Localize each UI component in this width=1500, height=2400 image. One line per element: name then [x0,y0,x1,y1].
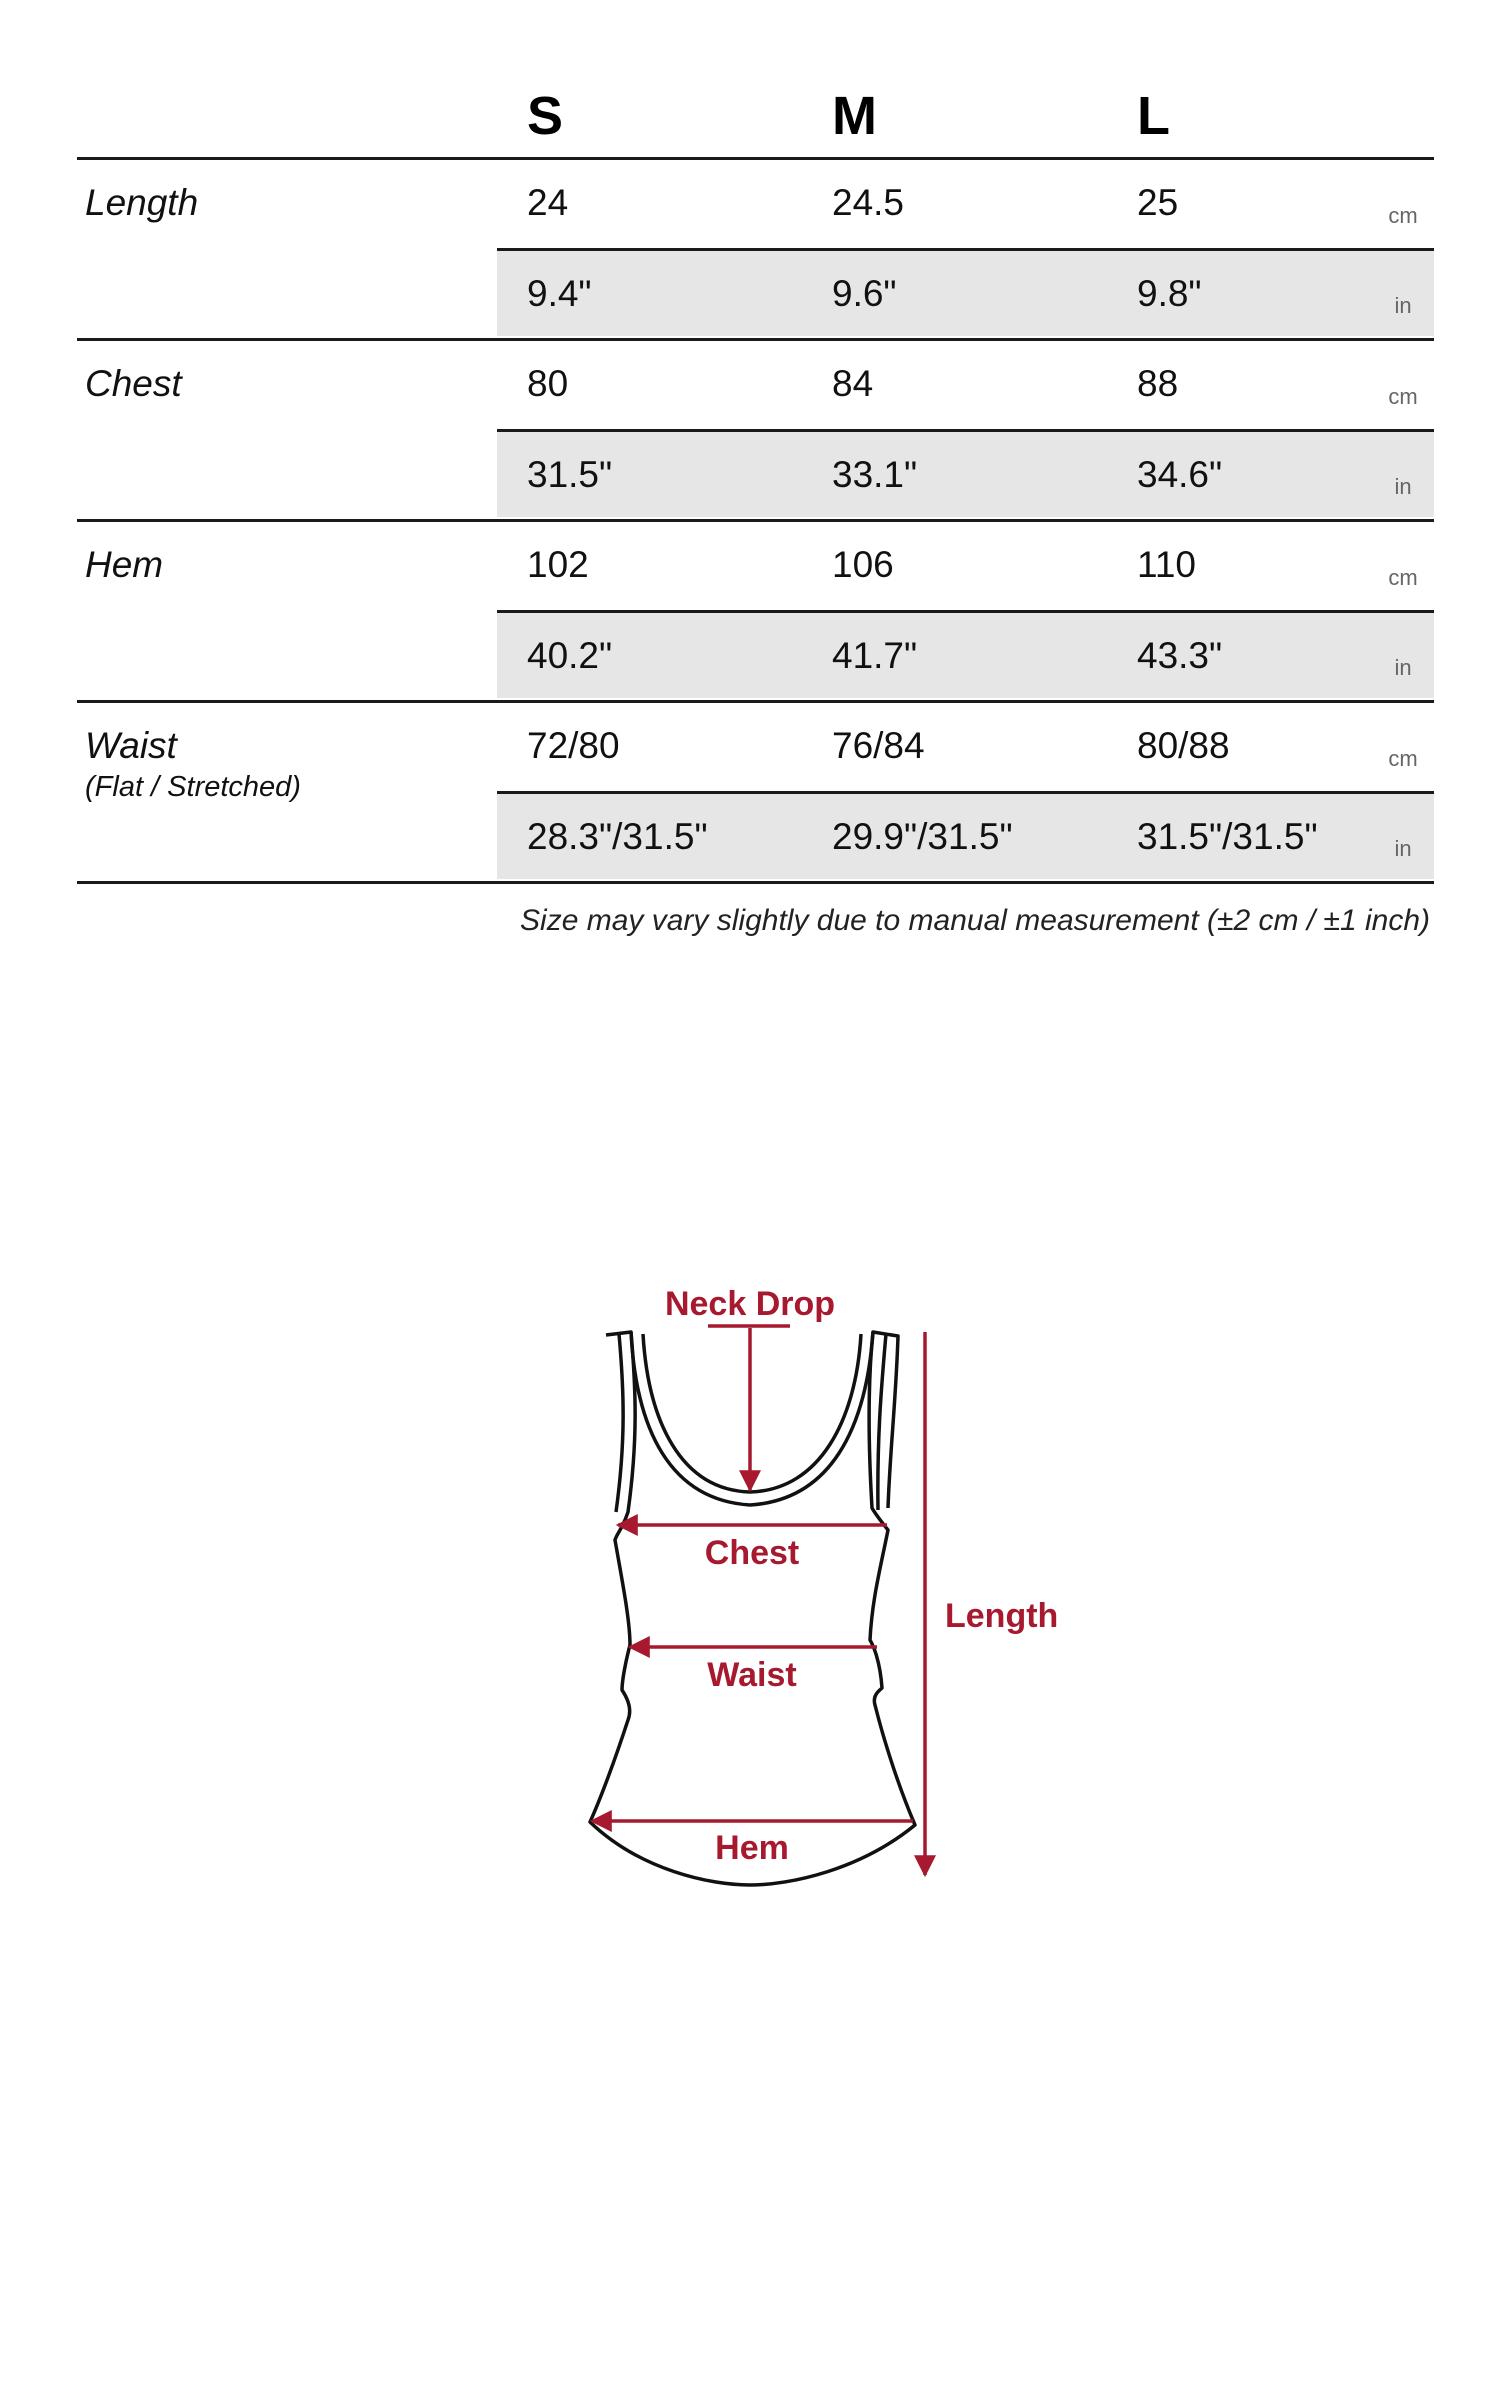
hem-in-m: 41.7" [832,635,918,676]
table-rule [77,700,1434,703]
table-rule [77,881,1434,884]
waist-in-s: 28.3"/31.5" [527,816,708,857]
row-label-length: Length [85,182,199,223]
neck-drop-label: Neck Drop [664,1285,836,1323]
row-shade [497,613,1434,698]
row-label-chest: Chest [85,363,182,404]
unit-in: in [1394,836,1412,861]
hem-cm-s: 102 [527,544,589,585]
hem-in-s: 40.2" [527,635,613,676]
table-subrule [497,429,1434,432]
chest-label: Chest [704,1534,800,1572]
chest-in-m: 33.1" [832,454,918,495]
chest-in-s: 31.5" [527,454,613,495]
chest-in-l: 34.6" [1137,454,1223,495]
chest-cm-m: 84 [832,363,874,404]
waist-cm-m: 76/84 [832,725,925,766]
length-cm-s: 24 [527,182,569,223]
length-label: Length [945,1597,1059,1635]
unit-in: in [1394,474,1412,499]
row-sublabel-waist: (Flat / Stretched) [85,771,301,803]
length-cm-m: 24.5 [832,182,905,223]
row-label-waist: Waist [85,725,177,766]
hem-cm-m: 106 [832,544,894,585]
waist-cm-l: 80/88 [1137,725,1230,766]
tank-top-diagram [0,1250,1500,1950]
table-rule [77,519,1434,522]
waist-label: Waist [707,1656,797,1694]
row-shade [497,432,1434,517]
tank-top-outline [590,1332,915,1885]
row-label-hem: Hem [85,544,164,585]
chest-cm-l: 88 [1137,363,1179,404]
waist-in-l: 31.5"/31.5" [1137,816,1318,857]
table-rule [77,338,1434,341]
table-subrule [497,248,1434,251]
waist-in-m: 29.9"/31.5" [832,816,1013,857]
size-header-l: L [1137,86,1170,146]
length-in-l: 9.8" [1137,273,1202,314]
unit-in: in [1394,293,1412,318]
measurement-note: Size may vary slightly due to manual measurement (±2 cm / ±1 inch) [520,904,1430,937]
length-in-m: 9.6" [832,273,897,314]
hem-in-l: 43.3" [1137,635,1223,676]
size-header-s: S [527,86,564,146]
table-subrule [497,610,1434,613]
unit-cm: cm [1388,384,1418,409]
unit-cm: cm [1388,203,1418,228]
table-subrule [497,791,1434,794]
unit-in: in [1394,655,1412,680]
hem-label: Hem [715,1829,789,1867]
row-shade [497,251,1434,336]
length-in-s: 9.4" [527,273,592,314]
waist-cm-s: 72/80 [527,725,620,766]
hem-cm-l: 110 [1137,544,1196,585]
chest-cm-s: 80 [527,363,569,404]
length-cm-l: 25 [1137,182,1179,223]
table-rule [77,157,1434,160]
unit-cm: cm [1388,746,1418,771]
size-header-m: M [832,86,877,146]
unit-cm: cm [1388,565,1418,590]
